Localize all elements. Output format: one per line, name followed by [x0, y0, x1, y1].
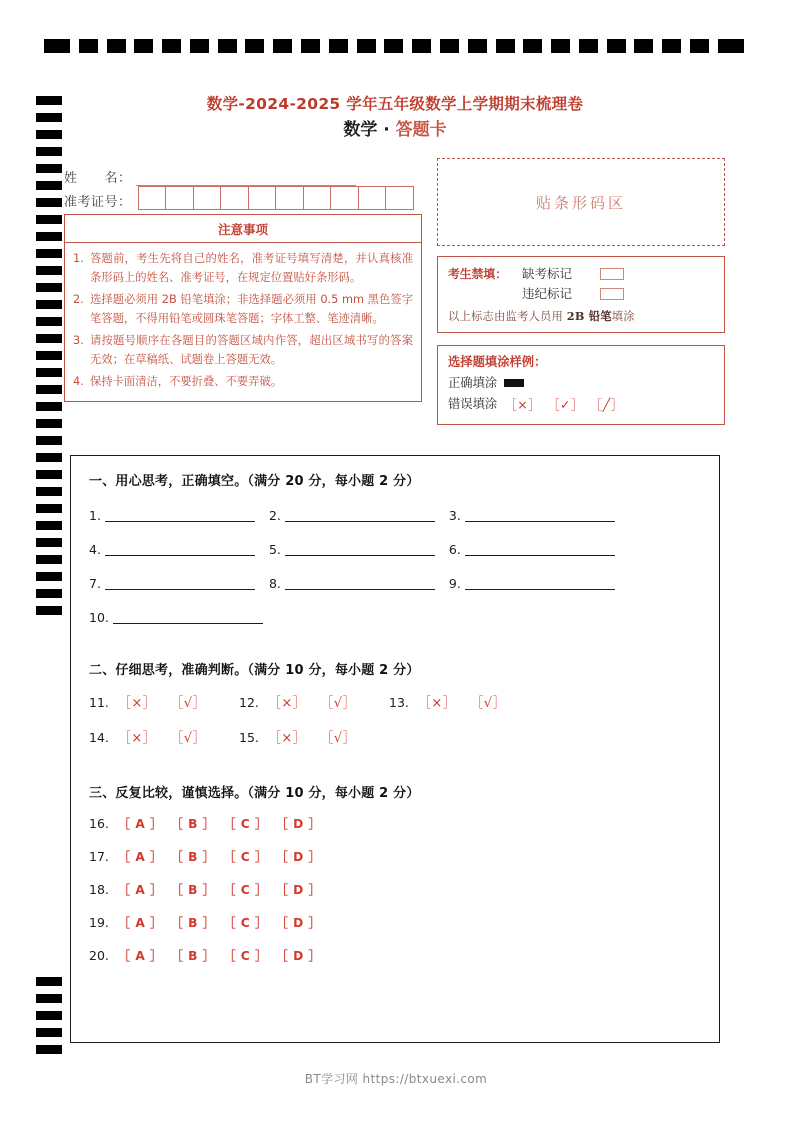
question-number: 9. — [448, 575, 461, 591]
subtitle-subject: 数学 — [343, 119, 378, 140]
blank-answer-item — [89, 507, 255, 522]
blank-answer-line[interactable] — [105, 541, 255, 556]
blank-answer-line[interactable] — [285, 575, 435, 590]
notice-item-number: 1. — [73, 252, 84, 265]
answer-option-bubble[interactable]: ［ C ］ — [223, 883, 268, 897]
answer-option-bubble[interactable]: ［√］ — [320, 696, 357, 711]
timing-mark — [190, 39, 209, 53]
timing-mark — [36, 572, 62, 581]
timing-mark — [36, 96, 62, 105]
multiple-choice-row — [89, 881, 701, 898]
timing-mark — [79, 39, 98, 53]
notice-item-list — [73, 249, 413, 391]
timing-mark — [551, 39, 570, 53]
blank-answer-row — [89, 571, 701, 590]
timing-mark — [36, 470, 62, 479]
fill-example-panel — [437, 345, 725, 425]
timing-mark — [36, 300, 62, 309]
timing-mark — [162, 39, 181, 53]
blank-answer-item — [89, 541, 255, 556]
exam-id-cell[interactable] — [194, 187, 222, 209]
true-false-item — [239, 727, 389, 746]
page-title: 数学-2024-2025 学年五年级数学上学期期末梳理卷 — [206, 95, 584, 113]
timing-mark — [579, 39, 598, 53]
timing-mark — [36, 317, 62, 326]
timing-mark — [36, 606, 62, 615]
notice-item-number: 3. — [73, 333, 84, 347]
wrong-fill-mark: ［╱］ — [595, 396, 624, 412]
exam-id-cell[interactable] — [139, 187, 167, 209]
multiple-choice-row — [89, 947, 701, 964]
answer-option-bubble[interactable]: ［ B ］ — [170, 883, 216, 897]
notice-title: 注意事项 — [65, 220, 421, 243]
timing-mark — [36, 589, 62, 598]
question-number: 13. — [389, 695, 409, 710]
answer-option-bubble[interactable]: ［ B ］ — [170, 850, 216, 864]
timing-mark — [36, 1045, 62, 1054]
blank-answer-item — [269, 541, 435, 556]
notice-item — [73, 372, 413, 391]
timing-mark — [36, 113, 62, 122]
proctor-heading: 考生禁填： — [448, 266, 507, 281]
blank-answer-line[interactable] — [113, 609, 263, 624]
exam-id-cell[interactable] — [304, 187, 332, 209]
timing-mark — [36, 402, 62, 411]
answer-option-bubble[interactable]: ［ A ］ — [117, 949, 163, 963]
multiple-choice-row — [89, 914, 701, 931]
absent-mark-row — [448, 264, 714, 284]
timing-mark — [36, 555, 62, 564]
blank-answer-line[interactable] — [105, 575, 255, 590]
absent-mark-checkbox[interactable] — [600, 268, 624, 280]
timing-mark — [36, 198, 62, 207]
notice-item-text: 选择题必须用 2B 铅笔填涂；非选择题必须用 0.5 mm 黑色签字笔答题，不得用铅笔或圆珠笔答题；字体工整、笔迹清晰。 — [90, 292, 413, 326]
exam-id-cell[interactable] — [166, 187, 194, 209]
question-number: 17. — [89, 849, 109, 864]
proctor-note — [448, 308, 714, 324]
left-timing-marks-upper — [36, 96, 62, 623]
true-false-row — [89, 692, 701, 711]
timing-mark — [36, 504, 62, 513]
sections-host — [89, 470, 701, 964]
timing-mark — [36, 977, 62, 986]
notice-item-number: 2. — [73, 292, 84, 306]
exam-id-cell[interactable] — [331, 187, 359, 209]
proctor-note-prefix: 以上标志由监考人员用 — [448, 310, 567, 323]
question-number: 1. — [89, 507, 101, 523]
answer-option-bubble[interactable]: ［√］ — [470, 696, 507, 711]
timing-mark — [245, 39, 264, 53]
question-number: 3. — [448, 507, 461, 523]
blank-answer-row — [89, 503, 701, 522]
blank-answer-row — [89, 605, 701, 624]
exam-id-cell[interactable] — [276, 187, 304, 209]
answer-option-bubble[interactable]: ［√］ — [170, 731, 207, 746]
fill-example-title: 选择题填涂样例： — [448, 355, 547, 369]
timing-mark — [690, 39, 709, 53]
timing-mark — [357, 39, 376, 53]
true-false-row — [89, 727, 701, 746]
timing-mark — [36, 147, 62, 156]
wrong-fill-marks — [504, 394, 636, 416]
timing-mark — [36, 1011, 62, 1020]
timing-mark — [412, 39, 431, 53]
true-false-item — [239, 692, 389, 711]
timing-mark — [36, 994, 62, 1003]
question-number: 19. — [89, 915, 109, 930]
answer-option-bubble[interactable]: ［ D ］ — [275, 817, 322, 831]
notice-item-text: 保持卡面清洁，不要折叠、不要弄破。 — [90, 374, 283, 388]
answer-option-bubble[interactable]: ［ C ］ — [223, 850, 268, 864]
timing-mark — [440, 39, 459, 53]
correct-fill-swatch — [504, 379, 524, 387]
left-timing-marks-lower — [36, 977, 62, 1062]
question-number: 18. — [89, 882, 109, 897]
answer-option-bubble[interactable]: ［ C ］ — [223, 817, 268, 831]
answer-option-bubble[interactable]: ［ D ］ — [275, 949, 322, 963]
exam-id-input-boxes[interactable] — [138, 186, 414, 210]
section-gap — [89, 762, 701, 782]
timing-mark — [301, 39, 320, 53]
subtitle-sheet: 答题卡 — [395, 119, 447, 140]
exam-id-cell[interactable] — [249, 187, 277, 209]
timing-mark — [36, 232, 62, 241]
timing-mark — [273, 39, 292, 53]
answer-option-bubble[interactable]: ［√］ — [320, 731, 357, 746]
timing-mark — [44, 39, 70, 53]
notice-item-text: 请按题号顺序在各题目的答题区域内作答，超出区域书写的答案无效；在草稿纸、试题卷上答题无效。 — [90, 333, 413, 367]
answer-option-bubble[interactable]: ［×］ — [267, 696, 307, 711]
question-number: 12. — [239, 695, 259, 710]
timing-mark — [36, 334, 62, 343]
blank-answer-item — [449, 575, 615, 590]
name-label: 姓 名： — [64, 171, 132, 186]
footer-watermark: BT学习网 https://btxuexi.com — [304, 1072, 488, 1086]
timing-mark — [662, 39, 681, 53]
question-number: 20. — [89, 948, 109, 963]
question-number: 15. — [239, 730, 259, 745]
true-false-item — [389, 692, 539, 711]
blank-answer-line[interactable] — [285, 541, 435, 556]
proctor-note-suffix: 填涂 — [611, 310, 635, 323]
blank-answer-item — [89, 609, 263, 624]
timing-mark — [36, 453, 62, 462]
blank-answer-line[interactable] — [465, 507, 615, 522]
timing-mark — [36, 283, 62, 292]
question-number: 16. — [89, 816, 109, 831]
notice-item-number: 4. — [73, 374, 84, 388]
answer-option-bubble[interactable]: ［ C ］ — [223, 916, 268, 930]
timing-mark — [36, 181, 62, 190]
timing-mark — [36, 1028, 62, 1037]
blank-answer-line[interactable] — [285, 507, 435, 522]
correct-fill-label: 正确填涂 — [448, 376, 498, 390]
timing-mark — [36, 419, 62, 428]
timing-mark — [634, 39, 653, 53]
wrong-fill-mark: ［×］ — [504, 396, 542, 412]
name-input-line[interactable] — [136, 168, 356, 186]
timing-mark — [36, 385, 62, 394]
answer-option-bubble[interactable]: ［ D ］ — [275, 883, 322, 897]
timing-mark — [36, 164, 62, 173]
timing-mark — [384, 39, 403, 53]
section-heading: 一、用心思考，正确填空。（满分 20 分，每小题 2 分） — [89, 474, 420, 489]
answer-option-bubble[interactable]: ［ B ］ — [170, 949, 216, 963]
answer-option-bubble[interactable]: ［√］ — [170, 696, 207, 711]
timing-mark — [718, 39, 744, 53]
timing-mark — [36, 521, 62, 530]
exam-id-label: 准考证号： — [64, 195, 132, 210]
answer-option-bubble[interactable]: ［ A ］ — [117, 916, 163, 930]
identity-fields — [64, 162, 424, 210]
timing-mark — [107, 39, 126, 53]
answer-option-bubble[interactable]: ［×］ — [117, 731, 157, 746]
timing-mark — [36, 130, 62, 139]
section-heading: 二、仔细思考，准确判断。（满分 10 分，每小题 2 分） — [89, 663, 420, 678]
answer-option-bubble[interactable]: ［ B ］ — [170, 817, 216, 831]
answer-option-bubble[interactable]: ［ A ］ — [117, 883, 163, 897]
answer-option-bubble[interactable]: ［×］ — [417, 696, 457, 711]
multiple-choice-row — [89, 848, 701, 865]
blank-answer-row — [89, 537, 701, 556]
notice-item — [73, 331, 413, 370]
page-title-block — [70, 94, 720, 143]
violation-mark-checkbox[interactable] — [600, 288, 624, 300]
timing-mark — [36, 249, 62, 258]
timing-mark — [36, 487, 62, 496]
exam-id-row — [64, 186, 424, 210]
proctor-note-bold: 2B 铅笔 — [566, 309, 612, 323]
notice-item — [73, 290, 413, 329]
question-number: 11. — [89, 695, 109, 710]
multiple-choice-row — [89, 815, 701, 832]
blank-answer-item — [89, 575, 255, 590]
blank-answer-line[interactable] — [465, 575, 615, 590]
section-heading: 三、反复比较，谨慎选择。（满分 10 分，每小题 2 分） — [89, 786, 420, 801]
question-number: 14. — [89, 730, 109, 745]
question-number: 5. — [268, 541, 281, 557]
timing-mark — [329, 39, 348, 53]
true-false-item — [89, 692, 239, 711]
proctor-marks-panel — [437, 256, 725, 333]
answer-option-bubble[interactable]: ［ D ］ — [275, 916, 322, 930]
timing-mark — [523, 39, 542, 53]
absent-mark-label: 缺考标记 — [522, 266, 573, 281]
timing-mark — [36, 538, 62, 547]
answer-option-bubble[interactable]: ［×］ — [267, 731, 307, 746]
question-number: 7. — [89, 575, 101, 591]
notice-item-text: 答题前，考生先将自己的姓名，准考证号填写清楚，并认真核准条形码上的姓名、准考证号，在规定位置贴好条形码。 — [90, 252, 413, 285]
answer-option-bubble[interactable]: ［ B ］ — [170, 916, 216, 930]
answer-option-bubble[interactable]: ［ C ］ — [223, 949, 268, 963]
timing-mark — [36, 215, 62, 224]
question-number: 8. — [268, 575, 281, 591]
blank-answer-item — [269, 507, 435, 522]
correct-fill-row — [448, 373, 714, 394]
barcode-area-label: 贴条形码区 — [535, 193, 626, 212]
answer-option-bubble[interactable]: ［ D ］ — [275, 850, 322, 864]
barcode-paste-area — [437, 158, 725, 246]
timing-mark — [134, 39, 153, 53]
subtitle-separator: · — [383, 119, 390, 140]
blank-answer-item — [449, 507, 615, 522]
violation-mark-label: 违纪标记 — [522, 286, 573, 301]
timing-mark — [607, 39, 626, 53]
timing-mark — [36, 368, 62, 377]
wrong-fill-label: 错误填涂 — [448, 397, 498, 412]
question-number: 2. — [268, 507, 281, 523]
violation-mark-row — [448, 284, 714, 304]
timing-mark — [36, 266, 62, 275]
section-gap — [89, 639, 701, 659]
blank-answer-item — [269, 575, 435, 590]
true-false-item — [89, 727, 239, 746]
timing-mark — [36, 351, 62, 360]
answer-option-bubble[interactable]: ［ A ］ — [117, 850, 163, 864]
exam-id-cell[interactable] — [386, 187, 414, 209]
question-number: 6. — [448, 541, 461, 557]
exam-id-cell[interactable] — [221, 187, 249, 209]
timing-mark — [218, 39, 237, 53]
blank-answer-item — [449, 541, 615, 556]
timing-mark — [468, 39, 487, 53]
timing-mark — [496, 39, 515, 53]
question-number: 4. — [89, 541, 101, 557]
name-row — [64, 162, 424, 186]
question-number: 10. — [89, 609, 109, 625]
notice-panel — [64, 214, 422, 402]
wrong-fill-row — [448, 394, 714, 416]
answer-option-bubble[interactable]: ［ A ］ — [117, 817, 163, 831]
blank-answer-line[interactable] — [465, 541, 615, 556]
wrong-fill-mark: ［✓］ — [553, 396, 584, 412]
answer-area — [70, 455, 720, 1043]
answer-option-bubble[interactable]: ［×］ — [117, 696, 157, 711]
exam-id-cell[interactable] — [359, 187, 387, 209]
page-subtitle — [70, 118, 720, 144]
blank-answer-line[interactable] — [105, 507, 255, 522]
notice-item — [73, 249, 413, 288]
top-timing-marks — [44, 38, 744, 53]
timing-mark — [36, 436, 62, 445]
